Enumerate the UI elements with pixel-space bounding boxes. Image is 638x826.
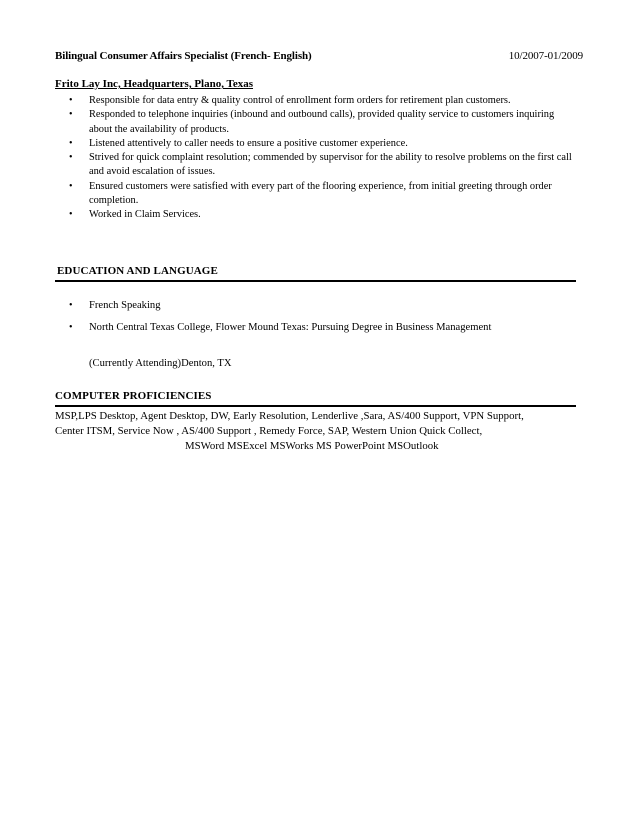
duty-text: Responsible for data entry & quality control of enrollment form orders for retirement plan customers. bbox=[89, 95, 511, 106]
bullet-icon: • bbox=[69, 137, 73, 149]
bullet-icon: • bbox=[69, 152, 73, 164]
company-name: Frito Lay Inc, Headquarters, Plano, Texas bbox=[55, 78, 254, 90]
skills-line: Center ITSM, Service Now , AS/400 Support , Remedy Force, SAP, Western Union Quick Collect, bbox=[55, 425, 483, 437]
education-item-text: French Speaking bbox=[89, 300, 161, 311]
list-item bbox=[55, 137, 575, 151]
list-item bbox=[55, 151, 575, 180]
bullet-icon: • bbox=[69, 95, 73, 106]
bullet-icon: • bbox=[69, 322, 73, 333]
job-title: Bilingual Consumer Affairs Specialist (French- English) bbox=[55, 50, 312, 62]
bullet-icon: • bbox=[69, 300, 73, 311]
job-dates: 10/2007-01/2009 bbox=[508, 50, 583, 62]
bullet-icon: • bbox=[69, 209, 73, 221]
skills-line: MSP,LPS Desktop, Agent Desktop, DW, Early Resolution, Lenderlive ,Sara, AS/400 Support, VPN Support, bbox=[55, 410, 524, 422]
list-item bbox=[55, 108, 575, 137]
education-item-text: North Central Texas College, Flower Mound Texas: Pursuing Degree in Business Management bbox=[89, 322, 492, 333]
education-divider bbox=[55, 280, 576, 282]
duty-text: Listened attentively to caller needs to ensure a positive customer experience. bbox=[89, 137, 408, 149]
duty-text: Responded to telephone inquiries (inbound and outbound calls), provided quality service to customers inquiring about the availability of products. bbox=[89, 109, 555, 135]
education-heading: EDUCATION AND LANGUAGE bbox=[57, 265, 218, 277]
duty-text: Strived for quick complaint resolution; commended by supervisor for the ability to resolve problems on the first call and avoid escalation of issues. bbox=[89, 152, 572, 178]
list-item bbox=[55, 321, 575, 335]
list-item bbox=[55, 299, 575, 313]
bullet-icon: • bbox=[69, 109, 73, 121]
computer-skills bbox=[55, 409, 580, 454]
computer-divider bbox=[55, 405, 576, 407]
bullet-icon: • bbox=[69, 180, 73, 192]
list-item bbox=[55, 94, 575, 108]
computer-heading: COMPUTER PROFICIENCIES bbox=[55, 390, 212, 402]
list-item bbox=[55, 180, 575, 209]
job-duties-list bbox=[55, 94, 575, 223]
duty-text: Ensured customers were satisfied with every part of the flooring experience, from initial greeting through order completion. bbox=[89, 180, 552, 207]
education-list bbox=[55, 299, 575, 343]
skills-line: MSWord MSExcel MSWorks MS PowerPoint MSOutlook bbox=[185, 440, 439, 452]
list-item bbox=[55, 208, 575, 222]
education-note: (Currently Attending)Denton, TX bbox=[89, 358, 232, 369]
duty-text: Worked in Claim Services. bbox=[89, 209, 201, 221]
